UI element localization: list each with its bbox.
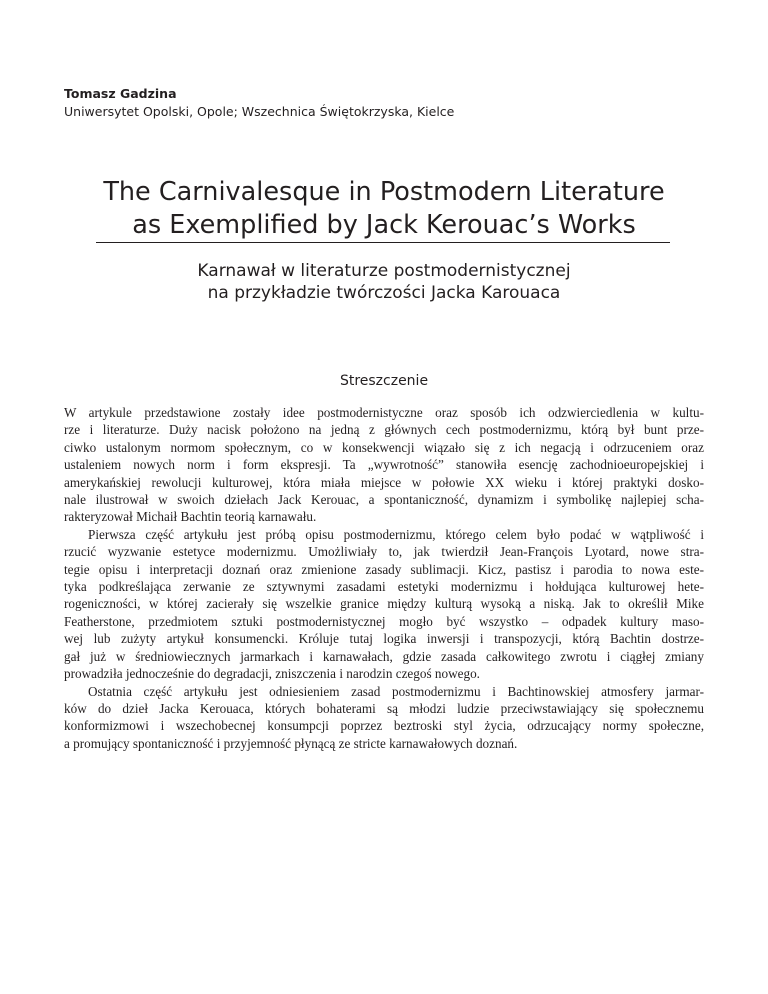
title-divider [96, 242, 670, 243]
subtitle-line: Karnawał w literaturze postmodernistycznej [197, 261, 571, 281]
abstract-line: tegie opisu i interpretacji doznań oraz zmienione zasady sublimacji. Kicz, pastisz i parodia to nowa este- [64, 561, 704, 577]
abstract-line: amerykańskiej rewolucji kulturowej, która miała miejsce w połowie XX wieku i której praktyki dosko- [64, 474, 704, 490]
abstract-body [64, 404, 704, 752]
abstract-line: gał już w średniowiecznych jarmarkach i karnawałach, gdzie zasada całkowitego zwrotu i ciągłej zmiany [64, 648, 704, 664]
abstract-line: Ostatnia część artykułu jest odniesieniem zasad postmodernizmu i Bachtinowskiej atmosfery jarmar- [88, 683, 704, 699]
abstract-line: rakteryzował Michaił Bachtin teorią karnawału. [64, 509, 317, 525]
abstract-line: rze i literaturze. Duży nacisk położono na jedną z głównych cech postmodernizmu, którą był bunt prze- [64, 422, 704, 438]
abstract-line: tyka podkreślająca zerwanie ze sztywnymi zasadami estetyki modernizmu i hołdująca kulturowej hete- [64, 579, 704, 595]
subtitle-line: na przykładzie twórczości Jacka Karouaca [207, 283, 561, 303]
abstract-line: ków do dzieł Jacka Kerouaca, których bohaterami są młodzi ludzie przeciwstawiający się społecznemu [64, 700, 704, 716]
abstract-line: Pierwsza część artykułu jest próbą opisu postmodernizmu, którego celem było podać w wątpliwość i [88, 526, 704, 542]
abstract-line: ciwko ustalonym normom społecznym, co w konsekwencji wiązało się z ich negacją i odrzuceniem oraz [64, 439, 704, 455]
abstract-heading: Streszczenie [339, 373, 429, 389]
abstract-line: W artykule przedstawione zostały idee postmodernistyczne oraz sposób ich odzwierciedlenia w kultu- [64, 405, 704, 420]
article-title [64, 176, 704, 242]
abstract-line: rzucić wyzwanie estetyce modernizmu. Umożliwiały to, jak twierdził Jean-François Lyotard, nowe stra- [64, 544, 704, 560]
abstract-line: prowadziła jednocześnie do degradacji, zniszczenia i narodzin czegoś nowego. [64, 666, 480, 682]
author-affiliation: Uniwersytet Opolski, Opole; Wszechnica Świętokrzyska, Kielce [64, 104, 455, 119]
abstract-line: wej lub zużyty artykuł konsumencki. Króluje tutaj logika inwersji i transpozycji, którą Bachtin dostrze- [64, 631, 704, 647]
abstract-line: nale ilustrował w swoich dziełach Jack Kerouac, a spontaniczność, dynamizm i symbolikę najlepiej scha- [64, 492, 704, 508]
abstract-line: a promujący spontaniczność i przyjemność płynącą ze stricte karnawałowych doznań. [64, 735, 518, 751]
abstract-line: rogeniczności, w której zacierały się wszelkie granice między kulturą wysoką a niską. Jak to określił Mike [64, 596, 704, 612]
abstract-line: ustaleniem nowych norm i form ekspresji. Ta „wywrotność” stanowiła esencję zachodnioeuropejskiej i [64, 457, 704, 473]
abstract-line: Featherstone, przedmiotem sztuki postmodernistycznej mogło być wszystko – odpadek kultury maso- [64, 613, 704, 629]
author-name: Tomasz Gadzina [64, 86, 177, 101]
abstract-line: konformizmowi i wszechobecnej konsumpcji poprzez beztroski styl życia, odrzucający normy społeczne, [64, 718, 704, 734]
title-line: as Exemplified by Jack Kerouac’s Works [132, 210, 636, 240]
article-subtitle [64, 260, 704, 304]
title-line: The Carnivalesque in Postmodern Literature [103, 177, 665, 207]
